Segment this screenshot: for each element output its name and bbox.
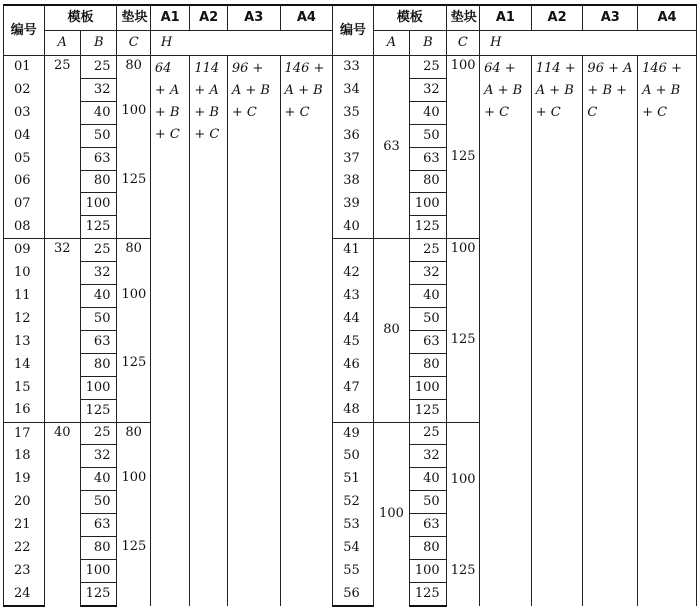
template-b-value: 63	[410, 147, 446, 170]
template-b-value: 80	[80, 537, 116, 560]
pad-c-value: 125	[117, 170, 150, 239]
template-b-value: 125	[80, 582, 116, 606]
header-a4-right: A4	[638, 5, 697, 31]
template-a-value: 25	[44, 56, 80, 239]
header-col-h-left: H	[150, 31, 332, 56]
template-b-value: 50	[410, 307, 446, 330]
header-template-right: 模板	[373, 5, 446, 31]
row-code: 02	[4, 78, 45, 101]
template-b-value: 80	[410, 537, 446, 560]
header-col-b-left: B	[80, 31, 116, 56]
formula-a3-left: 96 + A + B + C	[227, 56, 280, 607]
header-row-1	[4, 5, 697, 31]
template-a-value: 80	[373, 239, 409, 422]
template-b-value: 40	[80, 468, 116, 491]
template-b-value: 125	[80, 216, 116, 239]
row-code: 23	[4, 559, 45, 582]
template-a-value: 100	[373, 422, 409, 606]
row-code: 01	[4, 56, 45, 79]
template-b-value: 100	[410, 559, 446, 582]
template-b-value: 25	[80, 422, 116, 445]
template-b-value: 80	[410, 170, 446, 193]
row-code: 06	[4, 170, 45, 193]
template-b-value: 125	[410, 216, 446, 239]
template-b-value: 50	[80, 491, 116, 514]
row-code: 47	[333, 376, 374, 399]
row-code: 48	[333, 399, 374, 422]
template-a-value: 32	[44, 239, 80, 422]
row-code: 45	[333, 330, 374, 353]
row-code: 14	[4, 353, 45, 376]
template-b-value: 25	[80, 239, 116, 262]
row-code: 07	[4, 193, 45, 216]
row-code: 41	[333, 239, 374, 262]
formula-a3-right: 96 + A + B + C	[583, 56, 638, 607]
row-code: 03	[4, 101, 45, 124]
header-col-a-right: A	[373, 31, 409, 56]
table-row	[4, 56, 697, 79]
formula-a4-left: 146 + A + B + C	[280, 56, 333, 607]
template-b-value: 125	[410, 582, 446, 606]
row-code: 33	[333, 56, 374, 79]
row-code: 53	[333, 514, 374, 537]
template-b-value: 125	[80, 399, 116, 422]
row-code: 19	[4, 468, 45, 491]
template-b-value: 100	[410, 376, 446, 399]
template-spec-table	[3, 4, 697, 607]
template-b-value: 100	[80, 193, 116, 216]
header-col-h-right: H	[480, 31, 697, 56]
template-b-value: 40	[410, 101, 446, 124]
row-code: 56	[333, 582, 374, 606]
header-a1-left: A1	[150, 5, 190, 31]
template-b-value: 63	[80, 147, 116, 170]
template-b-value: 40	[410, 468, 446, 491]
template-b-value: 40	[410, 285, 446, 308]
template-b-value: 100	[80, 559, 116, 582]
template-b-value: 25	[80, 56, 116, 79]
template-a-value: 63	[373, 56, 409, 239]
row-code: 11	[4, 285, 45, 308]
row-code: 10	[4, 262, 45, 285]
header-col-c-left: C	[117, 31, 150, 56]
row-code: 51	[333, 468, 374, 491]
template-a-value: 40	[44, 422, 80, 606]
row-code: 22	[4, 537, 45, 560]
formula-a1-right: 64 + A + B + C	[480, 56, 532, 607]
pad-c-value: 100	[117, 285, 150, 354]
header-template-left: 模板	[44, 5, 117, 31]
header-col-c-right: C	[446, 31, 479, 56]
template-b-value: 80	[410, 353, 446, 376]
formula-a2-left: 114 + A + B + C	[190, 56, 227, 607]
row-code: 39	[333, 193, 374, 216]
template-b-value: 32	[80, 445, 116, 468]
header-a4-left: A4	[280, 5, 333, 31]
row-code: 18	[4, 445, 45, 468]
row-code: 15	[4, 376, 45, 399]
template-b-value: 40	[80, 101, 116, 124]
header-pad-right: 垫块	[446, 5, 479, 31]
template-b-value: 32	[80, 262, 116, 285]
template-b-value: 40	[80, 285, 116, 308]
pad-c-value: 100	[446, 422, 479, 537]
row-code: 50	[333, 445, 374, 468]
row-code: 08	[4, 216, 45, 239]
formula-a2-right: 114 + A + B + C	[531, 56, 583, 607]
pad-c-value: 100	[117, 101, 150, 170]
row-code: 13	[4, 330, 45, 353]
row-code: 04	[4, 124, 45, 147]
pad-c-value: 100	[446, 56, 479, 148]
template-b-value: 63	[410, 514, 446, 537]
row-code: 49	[333, 422, 374, 445]
row-code: 20	[4, 491, 45, 514]
template-b-value: 32	[410, 262, 446, 285]
pad-c-value: 125	[446, 537, 479, 606]
row-code: 44	[333, 307, 374, 330]
row-code: 55	[333, 559, 374, 582]
header-code-left: 编号	[4, 5, 45, 56]
row-code: 24	[4, 582, 45, 606]
row-code: 52	[333, 491, 374, 514]
row-code: 16	[4, 399, 45, 422]
header-a2-right: A2	[531, 5, 583, 31]
pad-c-value: 100	[446, 239, 479, 331]
pad-c-value: 80	[117, 56, 150, 102]
row-code: 21	[4, 514, 45, 537]
row-code: 37	[333, 147, 374, 170]
template-b-value: 32	[80, 78, 116, 101]
template-b-value: 80	[80, 353, 116, 376]
row-code: 05	[4, 147, 45, 170]
template-b-value: 50	[80, 124, 116, 147]
template-b-value: 50	[80, 307, 116, 330]
pad-c-value: 100	[117, 468, 150, 537]
template-b-value: 80	[80, 170, 116, 193]
row-code: 36	[333, 124, 374, 147]
row-code: 34	[333, 78, 374, 101]
template-b-value: 25	[410, 56, 446, 79]
formula-a4-right: 146 + A + B + C	[638, 56, 697, 607]
row-code: 38	[333, 170, 374, 193]
template-b-value: 63	[80, 330, 116, 353]
header-col-a-left: A	[44, 31, 80, 56]
row-code: 12	[4, 307, 45, 330]
row-code: 40	[333, 216, 374, 239]
row-code: 17	[4, 422, 45, 445]
row-code: 54	[333, 537, 374, 560]
row-code: 09	[4, 239, 45, 262]
pad-c-value: 80	[117, 239, 150, 285]
template-b-value: 25	[410, 422, 446, 445]
template-b-value: 25	[410, 239, 446, 262]
template-b-value: 63	[410, 330, 446, 353]
pad-c-value: 125	[446, 330, 479, 422]
pad-c-value: 125	[117, 353, 150, 422]
template-b-value: 32	[410, 445, 446, 468]
template-b-value: 50	[410, 124, 446, 147]
template-b-value: 100	[410, 193, 446, 216]
formula-a1-left: 64 + A + B + C	[150, 56, 190, 607]
row-code: 43	[333, 285, 374, 308]
template-b-value: 100	[80, 376, 116, 399]
header-col-b-right: B	[410, 31, 446, 56]
template-b-value: 63	[80, 514, 116, 537]
pad-c-value: 125	[117, 537, 150, 606]
row-code: 35	[333, 101, 374, 124]
pad-c-value: 125	[446, 147, 479, 239]
header-a2-left: A2	[190, 5, 227, 31]
header-pad-left: 垫块	[117, 5, 150, 31]
header-a3-right: A3	[583, 5, 638, 31]
header-a1-right: A1	[480, 5, 532, 31]
header-a3-left: A3	[227, 5, 280, 31]
template-b-value: 32	[410, 78, 446, 101]
template-b-value: 50	[410, 491, 446, 514]
template-b-value: 125	[410, 399, 446, 422]
row-code: 46	[333, 353, 374, 376]
pad-c-value: 80	[117, 422, 150, 468]
header-code-right: 编号	[333, 5, 374, 56]
row-code: 42	[333, 262, 374, 285]
